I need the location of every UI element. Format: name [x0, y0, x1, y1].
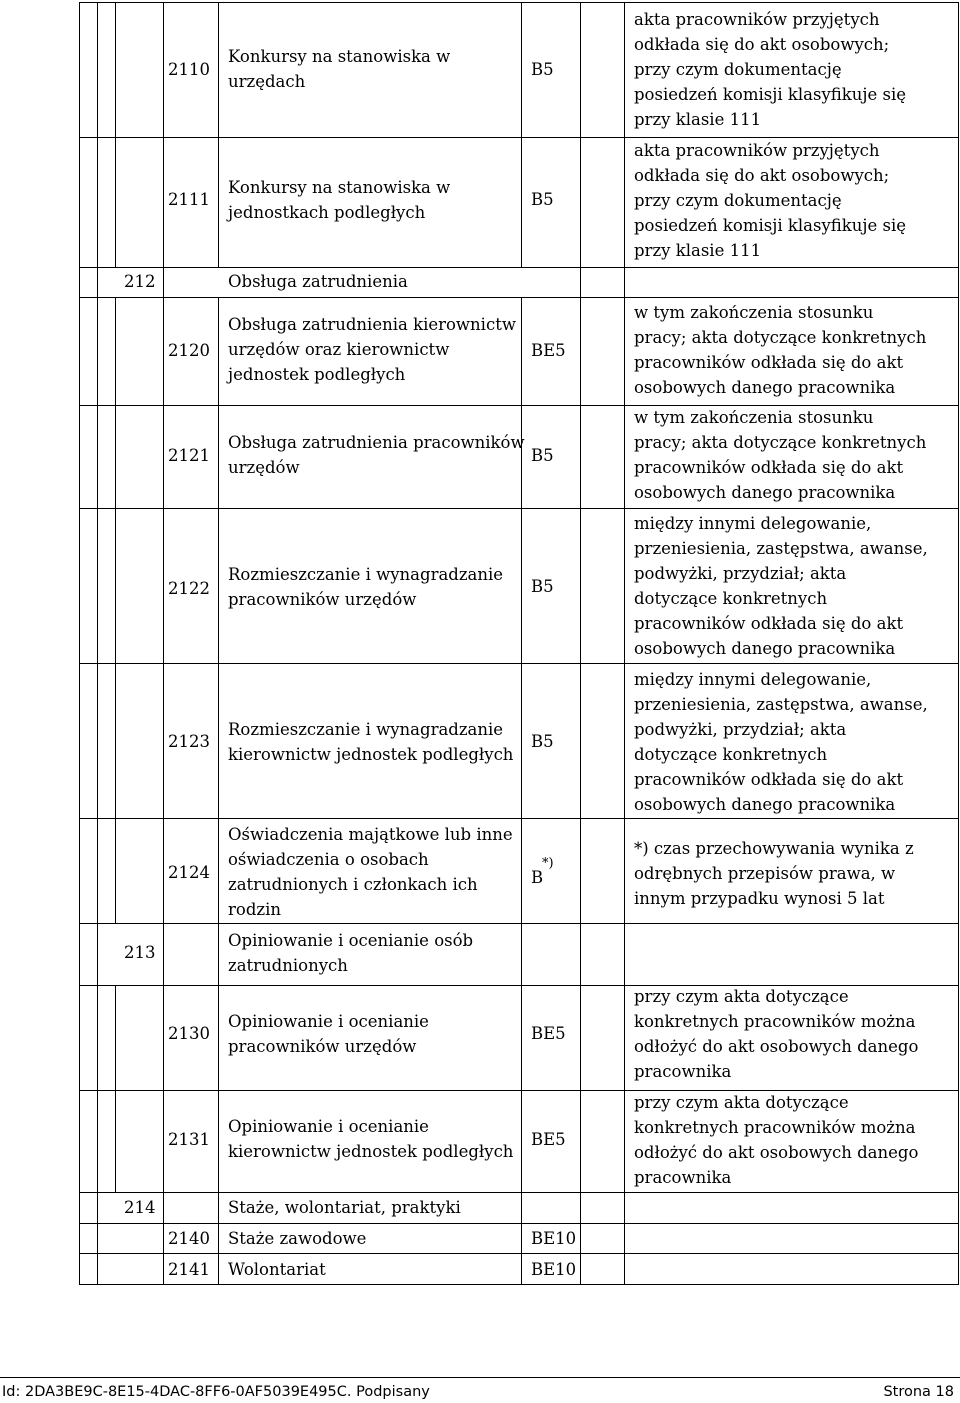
archive-category: BE5 — [531, 341, 566, 360]
archive-category: B5 — [531, 446, 554, 465]
row-title-line: jednostek podległych — [228, 365, 406, 384]
row-divider — [79, 2, 959, 3]
archive-category: B5 — [531, 60, 554, 79]
row-note-line: osobowych danego pracownika — [634, 795, 896, 814]
table-border-left — [79, 2, 80, 1284]
row-note-line: przy klasie 111 — [634, 110, 762, 129]
row-note-line: *) czas przechowywania wynika z — [634, 839, 914, 858]
document-id: Id: 2DA3BE9C-8E15-4DAC-8FF6-0AF5039E495C. Podpisany — [2, 1384, 430, 1400]
row-code: 2124 — [168, 863, 210, 882]
row-note-line: przy czym dokumentację — [634, 191, 842, 210]
row-note-line: konkretnych pracowników można — [634, 1012, 916, 1031]
row-divider — [79, 508, 959, 509]
row-title-line: kierownictw jednostek podległych — [228, 745, 514, 764]
row-code: 2131 — [168, 1130, 210, 1149]
column-divider — [218, 2, 219, 267]
row-title-line: kierownictw jednostek podległych — [228, 1142, 514, 1161]
row-code: 2130 — [168, 1024, 210, 1043]
column-divider — [218, 297, 219, 1223]
row-note-line: posiedzeń komisji klasyfikuje się — [634, 216, 907, 235]
archive-category: B5 — [531, 190, 554, 209]
row-note-line: odrębnych przepisów prawa, w — [634, 864, 896, 883]
row-title: Staże zawodowe — [228, 1229, 367, 1248]
archive-category: BE5 — [531, 1024, 566, 1043]
row-note-line: podwyżki, przydział; akta — [634, 720, 847, 739]
section-code: 213 — [124, 943, 156, 962]
column-divider — [115, 297, 116, 923]
column-divider — [624, 2, 625, 1284]
row-title-line: Konkursy na stanowiska w — [228, 47, 451, 66]
row-code: 2121 — [168, 446, 210, 465]
section-code: 214 — [124, 1198, 156, 1217]
row-note-line: odłożyć do akt osobowych danego — [634, 1037, 919, 1056]
row-divider — [79, 1192, 959, 1193]
row-note-line: osobowych danego pracownika — [634, 378, 896, 397]
archive-category: BE5 — [531, 1130, 566, 1149]
row-title-line: oświadczenia o osobach — [228, 850, 429, 869]
row-note-line: przy czym dokumentację — [634, 60, 842, 79]
row-title-line: Opiniowanie i ocenianie — [228, 1117, 429, 1136]
row-title-line: Rozmieszczanie i wynagradzanie — [228, 565, 504, 584]
row-note-line: pracownika — [634, 1062, 732, 1081]
row-note-line: przeniesienia, zastępstwa, awanse, — [634, 539, 928, 558]
row-title-line: Opiniowanie i ocenianie — [228, 1012, 429, 1031]
row-note-line: przy czym akta dotyczące — [634, 1093, 849, 1112]
archive-category: B — [531, 868, 544, 887]
row-note-line: przy klasie 111 — [634, 241, 762, 260]
archive-category: B5 — [531, 732, 554, 751]
row-title-line: urzędach — [228, 72, 306, 91]
row-divider — [79, 663, 959, 664]
row-divider — [79, 297, 959, 298]
row-note-line: między innymi delegowanie, — [634, 670, 872, 689]
column-divider — [163, 2, 164, 1284]
row-note-line: posiedzeń komisji klasyfikuje się — [634, 85, 907, 104]
row-code: 2141 — [168, 1260, 210, 1279]
archive-category: BE10 — [531, 1229, 577, 1248]
footer-rule — [0, 1377, 960, 1378]
archive-category: B5 — [531, 577, 554, 596]
row-title: Wolontariat — [228, 1260, 326, 1279]
row-note-line: między innymi delegowanie, — [634, 514, 872, 533]
table-border-bottom — [79, 1284, 959, 1285]
archive-category: BE10 — [531, 1260, 577, 1279]
row-note-line: pracy; akta dotyczące konkretnych — [634, 328, 927, 347]
row-title-line: Rozmieszczanie i wynagradzanie — [228, 720, 504, 739]
row-title-line: pracowników urzędów — [228, 1037, 417, 1056]
row-title-line: jednostkach podległych — [228, 203, 426, 222]
row-note-line: pracownika — [634, 1168, 732, 1187]
section-title-line: Opiniowanie i ocenianie osób — [228, 931, 474, 950]
row-note-line: odkłada się do akt osobowych; — [634, 166, 890, 185]
row-title-line: Obsługa zatrudnienia pracowników — [228, 433, 525, 452]
row-title-line: Oświadczenia majątkowe lub inne — [228, 825, 513, 844]
row-note-line: w tym zakończenia stosunku — [634, 303, 874, 322]
row-note-line: przeniesienia, zastępstwa, awanse, — [634, 695, 928, 714]
row-divider — [79, 923, 959, 924]
column-divider — [521, 2, 522, 267]
row-note-line: konkretnych pracowników można — [634, 1118, 916, 1137]
row-title-line: rodzin — [228, 900, 281, 919]
section-title: Staże, wolontariat, praktyki — [228, 1198, 461, 1217]
table-border-right — [958, 2, 959, 1284]
row-note-line: innym przypadku wynosi 5 lat — [634, 889, 885, 908]
row-note-line: odkłada się do akt osobowych; — [634, 35, 890, 54]
row-note-line: przy czym akta dotyczące — [634, 987, 849, 1006]
row-code: 2140 — [168, 1229, 210, 1248]
row-divider — [79, 818, 959, 819]
row-title-line: urzędów — [228, 458, 300, 477]
section-title-line: zatrudnionych — [228, 956, 348, 975]
row-note-line: pracowników odkłada się do akt — [634, 614, 904, 633]
row-divider — [79, 1223, 959, 1224]
row-note-line: pracowników odkłada się do akt — [634, 353, 904, 372]
row-title-line: urzędów oraz kierownictw — [228, 340, 450, 359]
row-title-line: Obsługa zatrudnienia kierownictw — [228, 315, 516, 334]
row-note-line: pracowników odkłada się do akt — [634, 458, 904, 477]
row-code: 2123 — [168, 732, 210, 751]
row-title-line: pracowników urzędów — [228, 590, 417, 609]
row-note-line: osobowych danego pracownika — [634, 483, 896, 502]
column-divider — [580, 2, 581, 1284]
page-number: Strona 18 — [883, 1384, 954, 1400]
row-note-line: pracowników odkłada się do akt — [634, 770, 904, 789]
row-note-line: akta pracowników przyjętych — [634, 141, 880, 160]
row-note-line: podwyżki, przydział; akta — [634, 564, 847, 583]
row-note-line: akta pracowników przyjętych — [634, 10, 880, 29]
row-note-line: osobowych danego pracownika — [634, 639, 896, 658]
row-code: 2111 — [168, 190, 210, 209]
column-divider — [115, 2, 116, 267]
row-title-line: Konkursy na stanowiska w — [228, 178, 451, 197]
column-divider — [115, 985, 116, 1192]
row-note-line: dotyczące konkretnych — [634, 745, 828, 764]
row-code: 2122 — [168, 579, 210, 598]
footnote-marker: *) — [542, 856, 554, 871]
row-code: 2120 — [168, 341, 210, 360]
row-note-line: w tym zakończenia stosunku — [634, 408, 874, 427]
row-divider — [79, 1253, 959, 1254]
row-note-line: pracy; akta dotyczące konkretnych — [634, 433, 927, 452]
row-divider — [79, 267, 959, 268]
section-title: Obsługa zatrudnienia — [228, 272, 408, 291]
section-code: 212 — [124, 272, 156, 291]
row-note-line: dotyczące konkretnych — [634, 589, 828, 608]
row-note-line: odłożyć do akt osobowych danego — [634, 1143, 919, 1162]
row-title-line: zatrudnionych i członkach ich — [228, 875, 478, 894]
row-code: 2110 — [168, 60, 210, 79]
column-divider — [97, 2, 98, 1284]
